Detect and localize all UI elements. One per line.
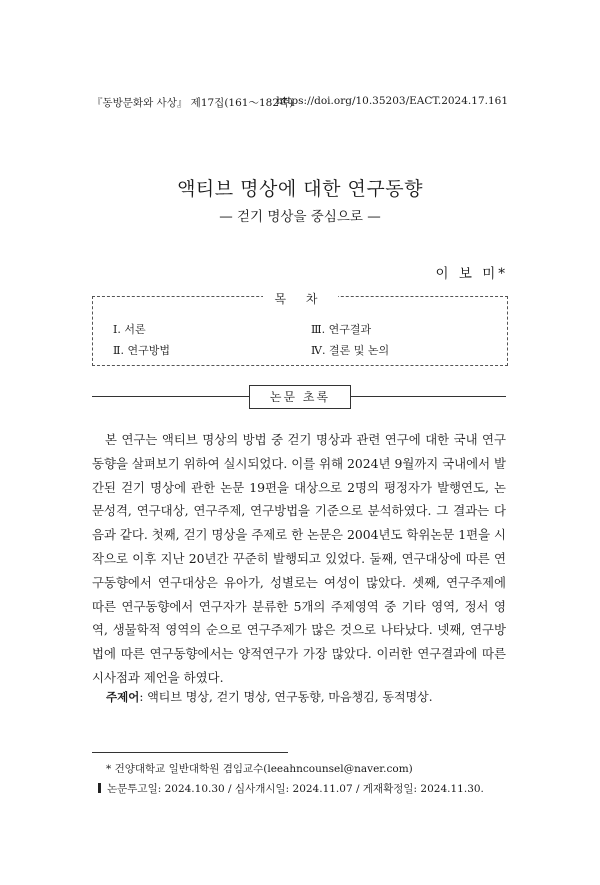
toc-item-results: Ⅲ. 연구결과 — [311, 323, 372, 336]
toc-item-introduction: Ⅰ. 서론 — [113, 323, 146, 336]
divider-left — [92, 396, 249, 397]
keywords-label: 주제어 — [106, 690, 140, 704]
table-of-contents — [92, 292, 508, 366]
footnote-affiliation: * 건양대학교 일반대학원 겸임교수(leeahncounsel@naver.com) — [106, 763, 413, 775]
keywords-line: 주제어: 액티브 명상, 걷기 명상, 연구동향, 마음챙김, 동적명상. — [106, 690, 433, 704]
keywords-text: 액티브 명상, 걷기 명상, 연구동향, 마음챙김, 동적명상. — [147, 690, 433, 704]
paper-title: 액티브 명상에 대한 연구동향 — [177, 178, 423, 200]
footnote-dates-text: 논문투고일: 2024.10.30 / 심사개시일: 2024.11.07 / 게재확정일: 2024.11.30. — [107, 783, 484, 795]
toc-heading: 목 차 — [263, 292, 338, 306]
author-name: 이 보 미* — [435, 266, 508, 282]
toc-item-methods: Ⅱ. 연구방법 — [113, 344, 170, 357]
toc-item-conclusion: Ⅳ. 결론 및 논의 — [311, 344, 390, 357]
journal-citation: 『동방문화와 사상』 제17집(161～182쪽) — [92, 97, 294, 109]
running-header — [92, 95, 508, 111]
abstract-text: 본 연구는 액티브 명상의 방법 중 걷기 명상과 관련 연구에 대한 국내 연구동향을 살펴보기 위하여 실시되었다. 이를 위해 2024년 9월까지 국내에서 발간된 걷기 명상에 관한 논문 19편을 대상으로 2명의 평정자가 발행연도, 논문성격, 연구대상, 연구주제, 연구방법을 기준으로 분석하였다. 그 결과는 다음과 같다. 첫째, 걷기 명상을 주제로 한 논문은 2004년도 학위논문 1편을 시작으로 이후 지난 20년간 꾸준히 발행되고 있었다. 둘째, 연구대상에 따른 연구동향에서 연구대상은 유아가, 성별로는 여성이 많았다. 셋째, 연구주제에 따른 연구동향에서 연구자가 분류한 5개의 주제영역 중 기타 영역, 정서 영역, 생물학적 영역의 순으로 연구주제가 많은 것으로 나타났다. 넷째, 연구방법에 따른 연구동향에서는 양적연구가 가장 많았다. 이러한 연구결과에 따른 시사점과 제언을 하였다. — [92, 432, 506, 685]
footnote-dates — [98, 781, 484, 796]
divider-right — [349, 396, 506, 397]
doi-link[interactable]: https://doi.org/10.35203/EACT.2024.17.161 — [276, 95, 508, 107]
footnote-divider — [92, 752, 288, 753]
paper-subtitle: — 걷기 명상을 중심으로 — — [219, 209, 381, 225]
abstract-heading: 논문 초록 — [249, 385, 351, 409]
bar-marker-icon — [98, 783, 101, 793]
